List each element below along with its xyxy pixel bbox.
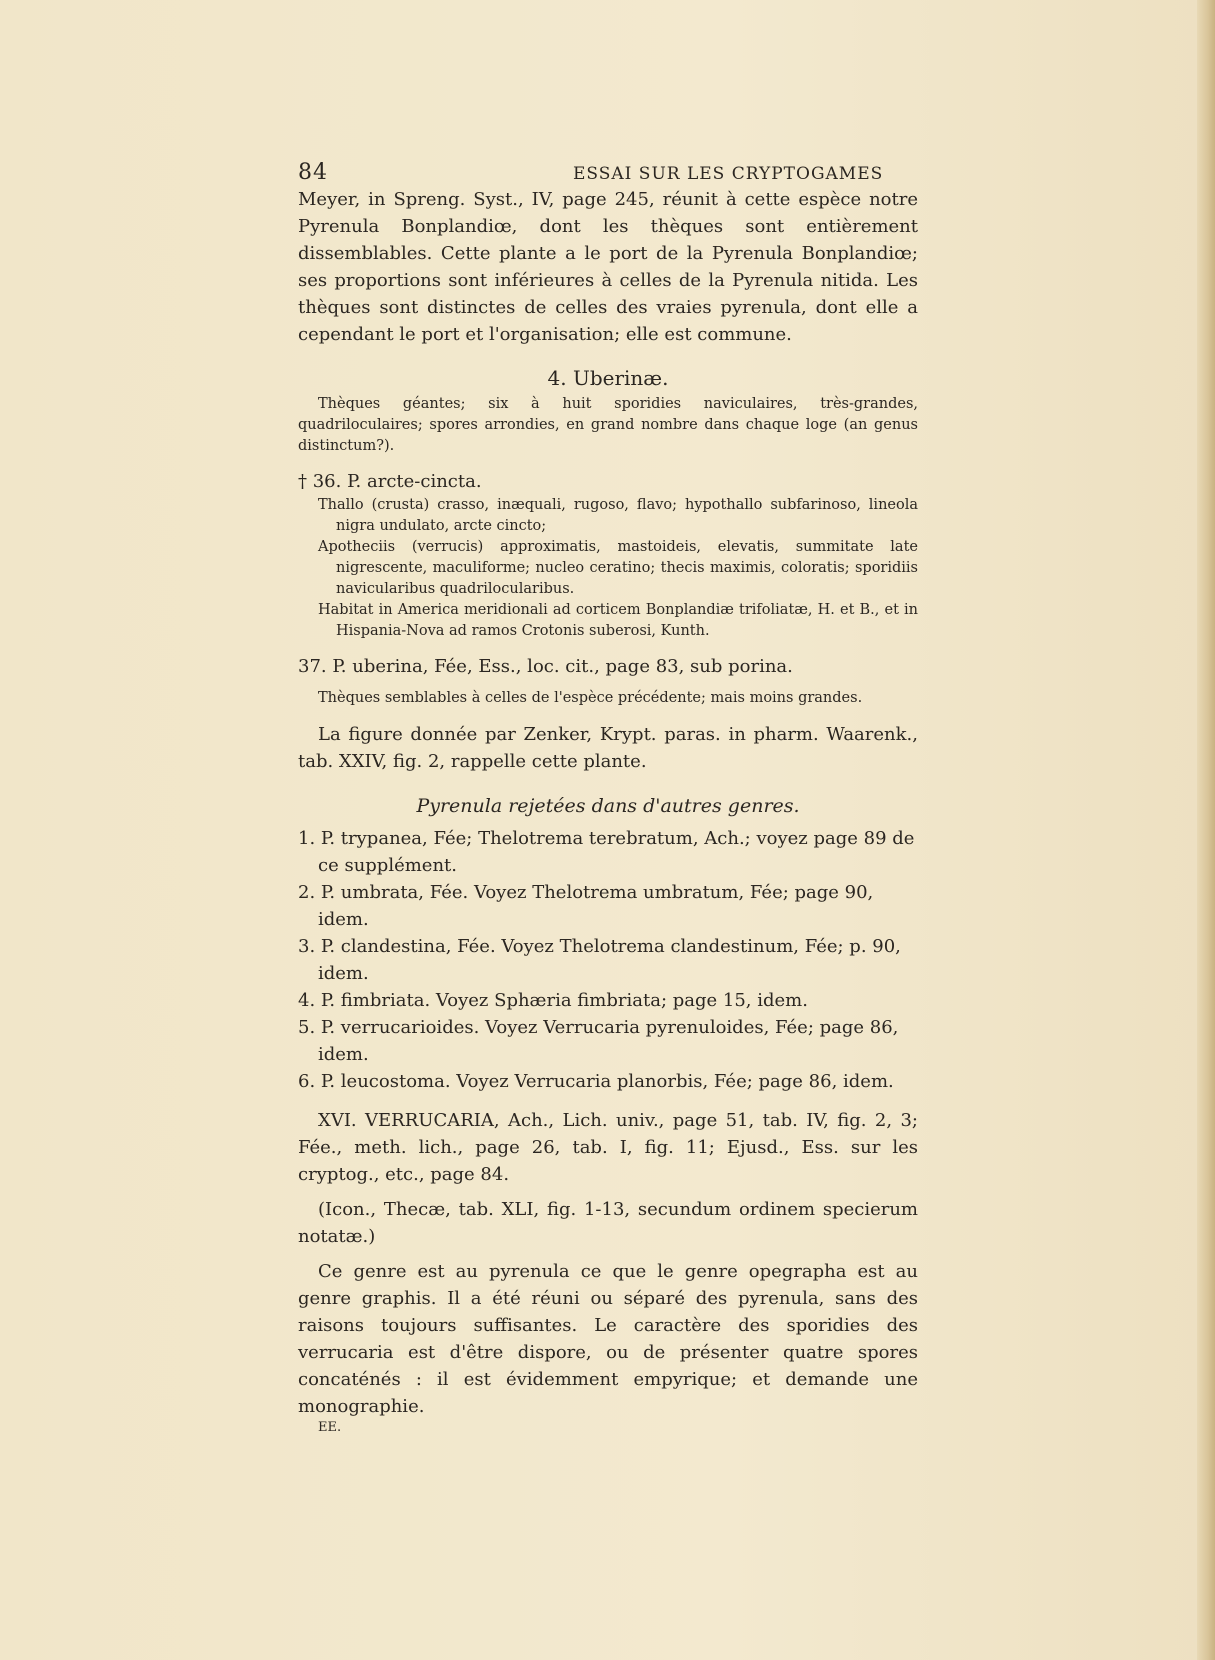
rejected-list xyxy=(298,825,918,1095)
page-text xyxy=(298,186,918,1435)
running-title: ESSAI SUR LES CRYPTOGAMES xyxy=(573,164,884,184)
genus-xvi-icon-note: (Icon., Thecæ, tab. XLI, fig. 1-13, secundum ordinem specierum notatæ.) xyxy=(298,1199,918,1247)
list-item: 4. P. fimbriata. Voyez Sphæria fimbriata; page 15, idem. xyxy=(298,990,808,1011)
intro-paragraph: Meyer, in Spreng. Syst., IV, page 245, réunit à cette espèce notre Pyrenula Bonplandiœ, dont les thèques sont entièrement dissemblables. Cette plante a le port de la Pyrenula Bonplandiœ; ses proportions sont inférieures à celles de la Pyrenula nitida. Les thèques sont distinctes de celles des vraies pyrenula, dont elle a cependant le port et l'organisation; elle est commune. xyxy=(298,189,918,345)
list-item: 5. P. verrucarioides. Voyez Verrucaria pyrenuloides, Fée; page 86, idem. xyxy=(298,1017,899,1065)
list-item: 2. P. umbrata, Fée. Voyez Thelotrema umbratum, Fée; page 90, idem. xyxy=(298,882,874,930)
section-4-heading: 4. Uberinæ. xyxy=(547,366,669,390)
genus-xvi-text: Ce genre est au pyrenula ce que le genre opegrapha est au genre graphis. Il a été réuni ou séparé des pyrenula, sans des raisons toujours suffisantes. Le caractère des sporidies des verrucaria est d'être dispore, ou de présenter quatre spores concaténés : il est évidemment empyrique; et demande une monographie. xyxy=(298,1261,918,1417)
genus-xvi-heading: XVI. VERRUCARIA, Ach., Lich. univ., page 51, tab. IV, fig. 2, 3; Fée., meth. lich., page 26, tab. I, fig. 11; Ejusd., Ess. sur les cryptog., etc., page 84. xyxy=(298,1110,918,1185)
species-36-thallus: Thallo (crusta) crasso, inæquali, rugoso, flavo; hypothallo subfarinoso, lineola nigra undulato, arcte cincto; xyxy=(318,497,918,534)
signature-mark: EE. xyxy=(318,1420,342,1435)
list-item: 1. P. trypanea, Fée; Thelotrema terebratum, Ach.; voyez page 89 de ce supplément. xyxy=(298,828,915,876)
species-36-apothecia: Apotheciis (verrucis) approximatis, mastoideis, elevatis, summitate late nigrescente, maculiforme; nucleo ceratino; thecis maximis, coloratis; sporidiis navicularibus quadrilocularibus. xyxy=(318,539,918,597)
list-item: 3. P. clandestina, Fée. Voyez Thelotrema clandestinum, Fée; p. 90, idem. xyxy=(298,936,901,984)
section-4-description: Thèques géantes; six à huit sporidies naviculaires, très-grandes, quadriloculaires; spores arrondies, en grand nombre dans chaque loge (an genus distinctum?). xyxy=(298,396,918,454)
list-item: 6. P. leucostoma. Voyez Verrucaria planorbis, Fée; page 86, idem. xyxy=(298,1071,894,1092)
species-36-heading: † 36. P. arcte-cincta. xyxy=(298,471,482,492)
species-37-description: Thèques semblables à celles de l'espèce précédente; mais moins grandes. xyxy=(318,690,863,706)
rejected-heading: Pyrenula rejetées dans d'autres genres. xyxy=(416,795,800,817)
page-number: 84 xyxy=(298,160,328,185)
species-37-heading: 37. P. uberina, Fée, Ess., loc. cit., page 83, sub porina. xyxy=(298,656,793,677)
page-edge xyxy=(1197,0,1215,1660)
zenker-paragraph: La figure donnée par Zenker, Krypt. paras. in pharm. Waarenk., tab. XXIV, fig. 2, rappelle cette plante. xyxy=(298,724,918,772)
species-36-habitat: Habitat in America meridionali ad corticem Bonplandiæ trifoliatæ, H. et B., et in Hispania-Nova ad ramos Crotonis suberosi, Kunth. xyxy=(318,602,918,639)
